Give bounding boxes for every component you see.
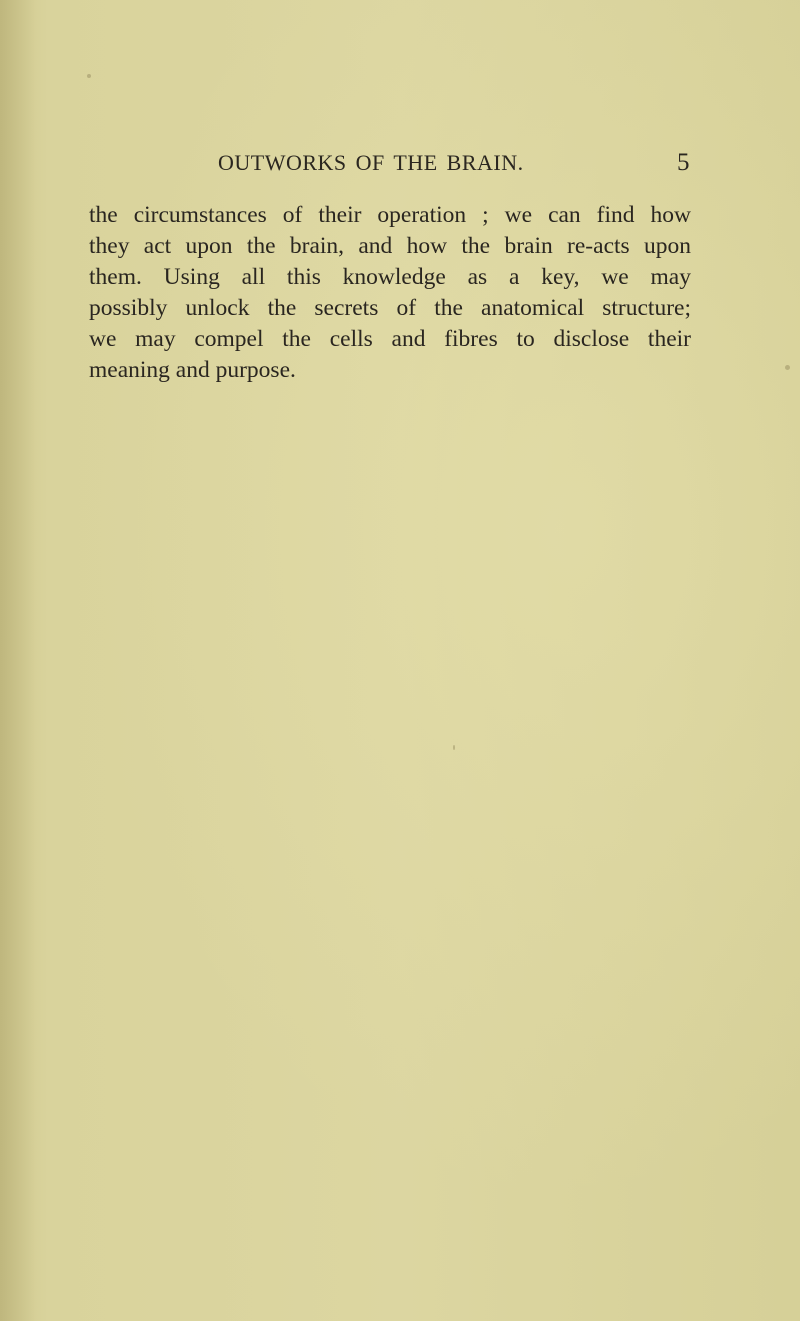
text-line: we may compel the cells and fibres to disclose their [89,326,691,352]
text-line: the circumstances of their operation ; we can find how [89,202,691,228]
running-head-title: OUTWORKS OF THE BRAIN. [218,150,524,175]
text-line: possibly unlock the secrets of the anatomical structure; [89,295,691,321]
body-paragraph [89,200,691,386]
text-line: them. Using all this knowledge as a key, we may [89,264,691,290]
text-line: they act upon the brain, and how the brain re-acts upon [89,233,691,259]
paper-speck [453,745,455,750]
running-head [0,150,800,190]
text-line: meaning and purpose. [89,357,296,383]
paper-speck [785,365,790,370]
gutter-shadow [0,0,36,1321]
paper-speck [87,74,91,78]
page-number: 5 [677,149,690,176]
